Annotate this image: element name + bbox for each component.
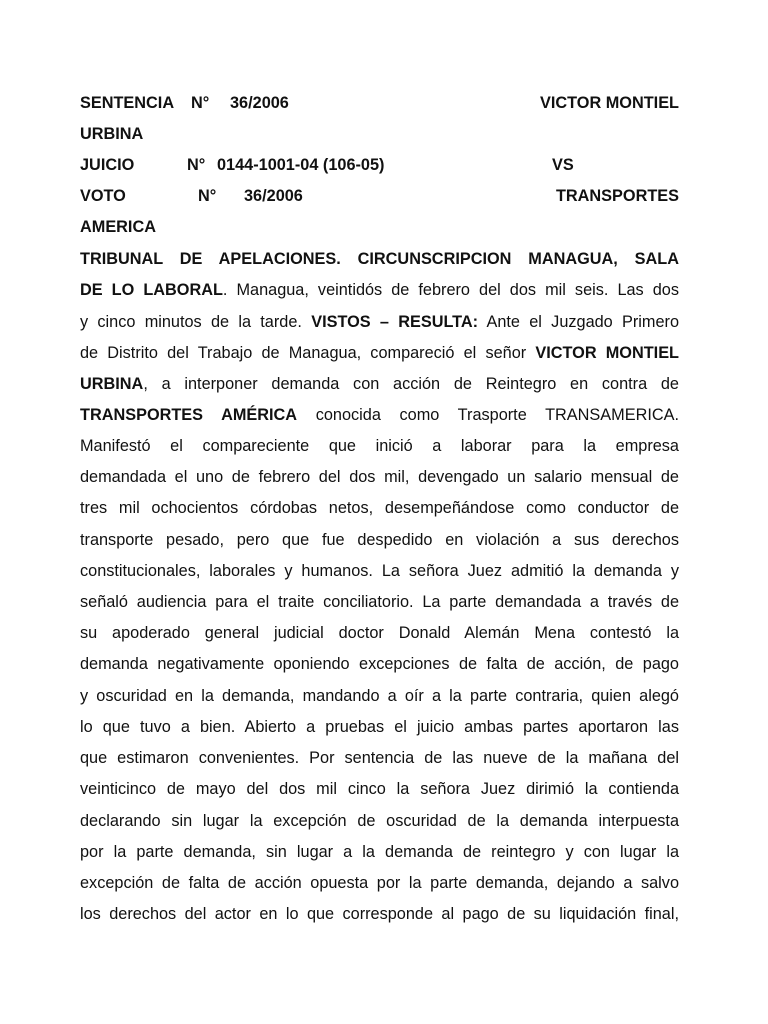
- header-juicio-line: [80, 154, 679, 176]
- voto-label: VOTO: [80, 187, 126, 205]
- header-sentencia-line: [80, 92, 679, 114]
- juicio-label: JUICIO: [80, 156, 135, 174]
- body-line-1: TRIBUNAL DE APELACIONES. CIRCUNSCRIPCION MANAGUA, SALA: [80, 250, 679, 268]
- body-line-12: señaló audiencia para el traite conciliatorio. La parte demandada a través de: [80, 593, 679, 611]
- plaintiff-surname: URBINA: [80, 375, 144, 393]
- plaintiff-name: VICTOR MONTIEL: [535, 344, 679, 362]
- vistos-resulta-heading: VISTOS – RESULTA:: [311, 313, 479, 331]
- voto-number: 36/2006: [244, 187, 303, 205]
- party-b-surname-line: [80, 216, 679, 238]
- body-line-2: DE LO LABORAL. Managua, veintidós de febrero del dos mil seis. Las dos: [80, 281, 679, 299]
- body-line-8: demandada el uno de febrero del dos mil, devengado un salario mensual de: [80, 468, 679, 486]
- sentencia-label: SENTENCIA: [80, 94, 175, 112]
- header-voto-line: [80, 185, 679, 207]
- party-a-surname-line: [80, 123, 679, 145]
- body-line-4: de Distrito del Trabajo de Managua, compareció el señor VICTOR MONTIEL: [80, 344, 679, 362]
- body-line-21: excepción de falta de acción opuesta por la parte demanda, dejando a salvo: [80, 874, 679, 892]
- sentencia-number: 36/2006: [230, 94, 289, 112]
- body-line-9: tres mil ochocientos córdobas netos, desempeñándose como conductor de: [80, 499, 679, 517]
- body-line-11: constitucionales, laborales y humanos. La señora Juez admitió la demanda y: [80, 562, 679, 580]
- body-line-3: y cinco minutos de la tarde. VISTOS – RESULTA: Ante el Juzgado Primero: [80, 313, 680, 331]
- voto-no: N°: [198, 187, 217, 205]
- defendant-name: TRANSPORTES AMÉRICA: [80, 406, 298, 424]
- body-line-18: veinticinco de mayo del dos mil cinco la señora Juez dirimió la contienda: [80, 780, 679, 798]
- body-line-15: y oscuridad en la demanda, mandando a oír a la parte contraria, quien alegó: [80, 687, 679, 705]
- party-a-surname: URBINA: [80, 125, 144, 143]
- court-chamber: DE LO LABORAL: [80, 281, 223, 299]
- body-line-6: TRANSPORTES AMÉRICA conocida como Trasporte TRANSAMERICA.: [80, 406, 679, 424]
- body-line-19: declarando sin lugar la excepción de oscuridad de la demanda interpuesta: [80, 812, 679, 830]
- body-line-20: por la parte demanda, sin lugar a la demanda de reintegro y con lugar la: [80, 843, 679, 861]
- body-line-7: Manifestó el compareciente que inició a laborar para la empresa: [80, 437, 679, 455]
- body-line-5: URBINA, a interponer demanda con acción de Reintegro en contra de: [80, 375, 679, 393]
- party-b-surname: AMERICA: [80, 218, 156, 236]
- party-a-name: VICTOR MONTIEL: [540, 94, 679, 112]
- versus-label: VS: [552, 156, 574, 174]
- body-line-13: su apoderado general judicial doctor Donald Alemán Mena contestó la: [80, 624, 679, 642]
- body-line-10: transporte pesado, pero que fue despedido en violación a sus derechos: [80, 531, 679, 549]
- body-line-22: los derechos del actor en lo que corresponde al pago de su liquidación final,: [80, 905, 679, 923]
- sentencia-no: N°: [191, 94, 210, 112]
- body-line-17: que estimaron convenientes. Por sentencia de las nueve de la mañana del: [80, 749, 679, 767]
- juicio-number: 0144-1001-04 (106-05): [217, 156, 385, 174]
- body-line-14: demanda negativamente oponiendo excepciones de falta de acción, de pago: [80, 655, 679, 673]
- body-line-16: lo que tuvo a bien. Abierto a pruebas el juicio ambas partes aportaron las: [80, 718, 679, 736]
- juicio-no: N°: [187, 156, 206, 174]
- party-b-name: TRANSPORTES: [555, 187, 679, 205]
